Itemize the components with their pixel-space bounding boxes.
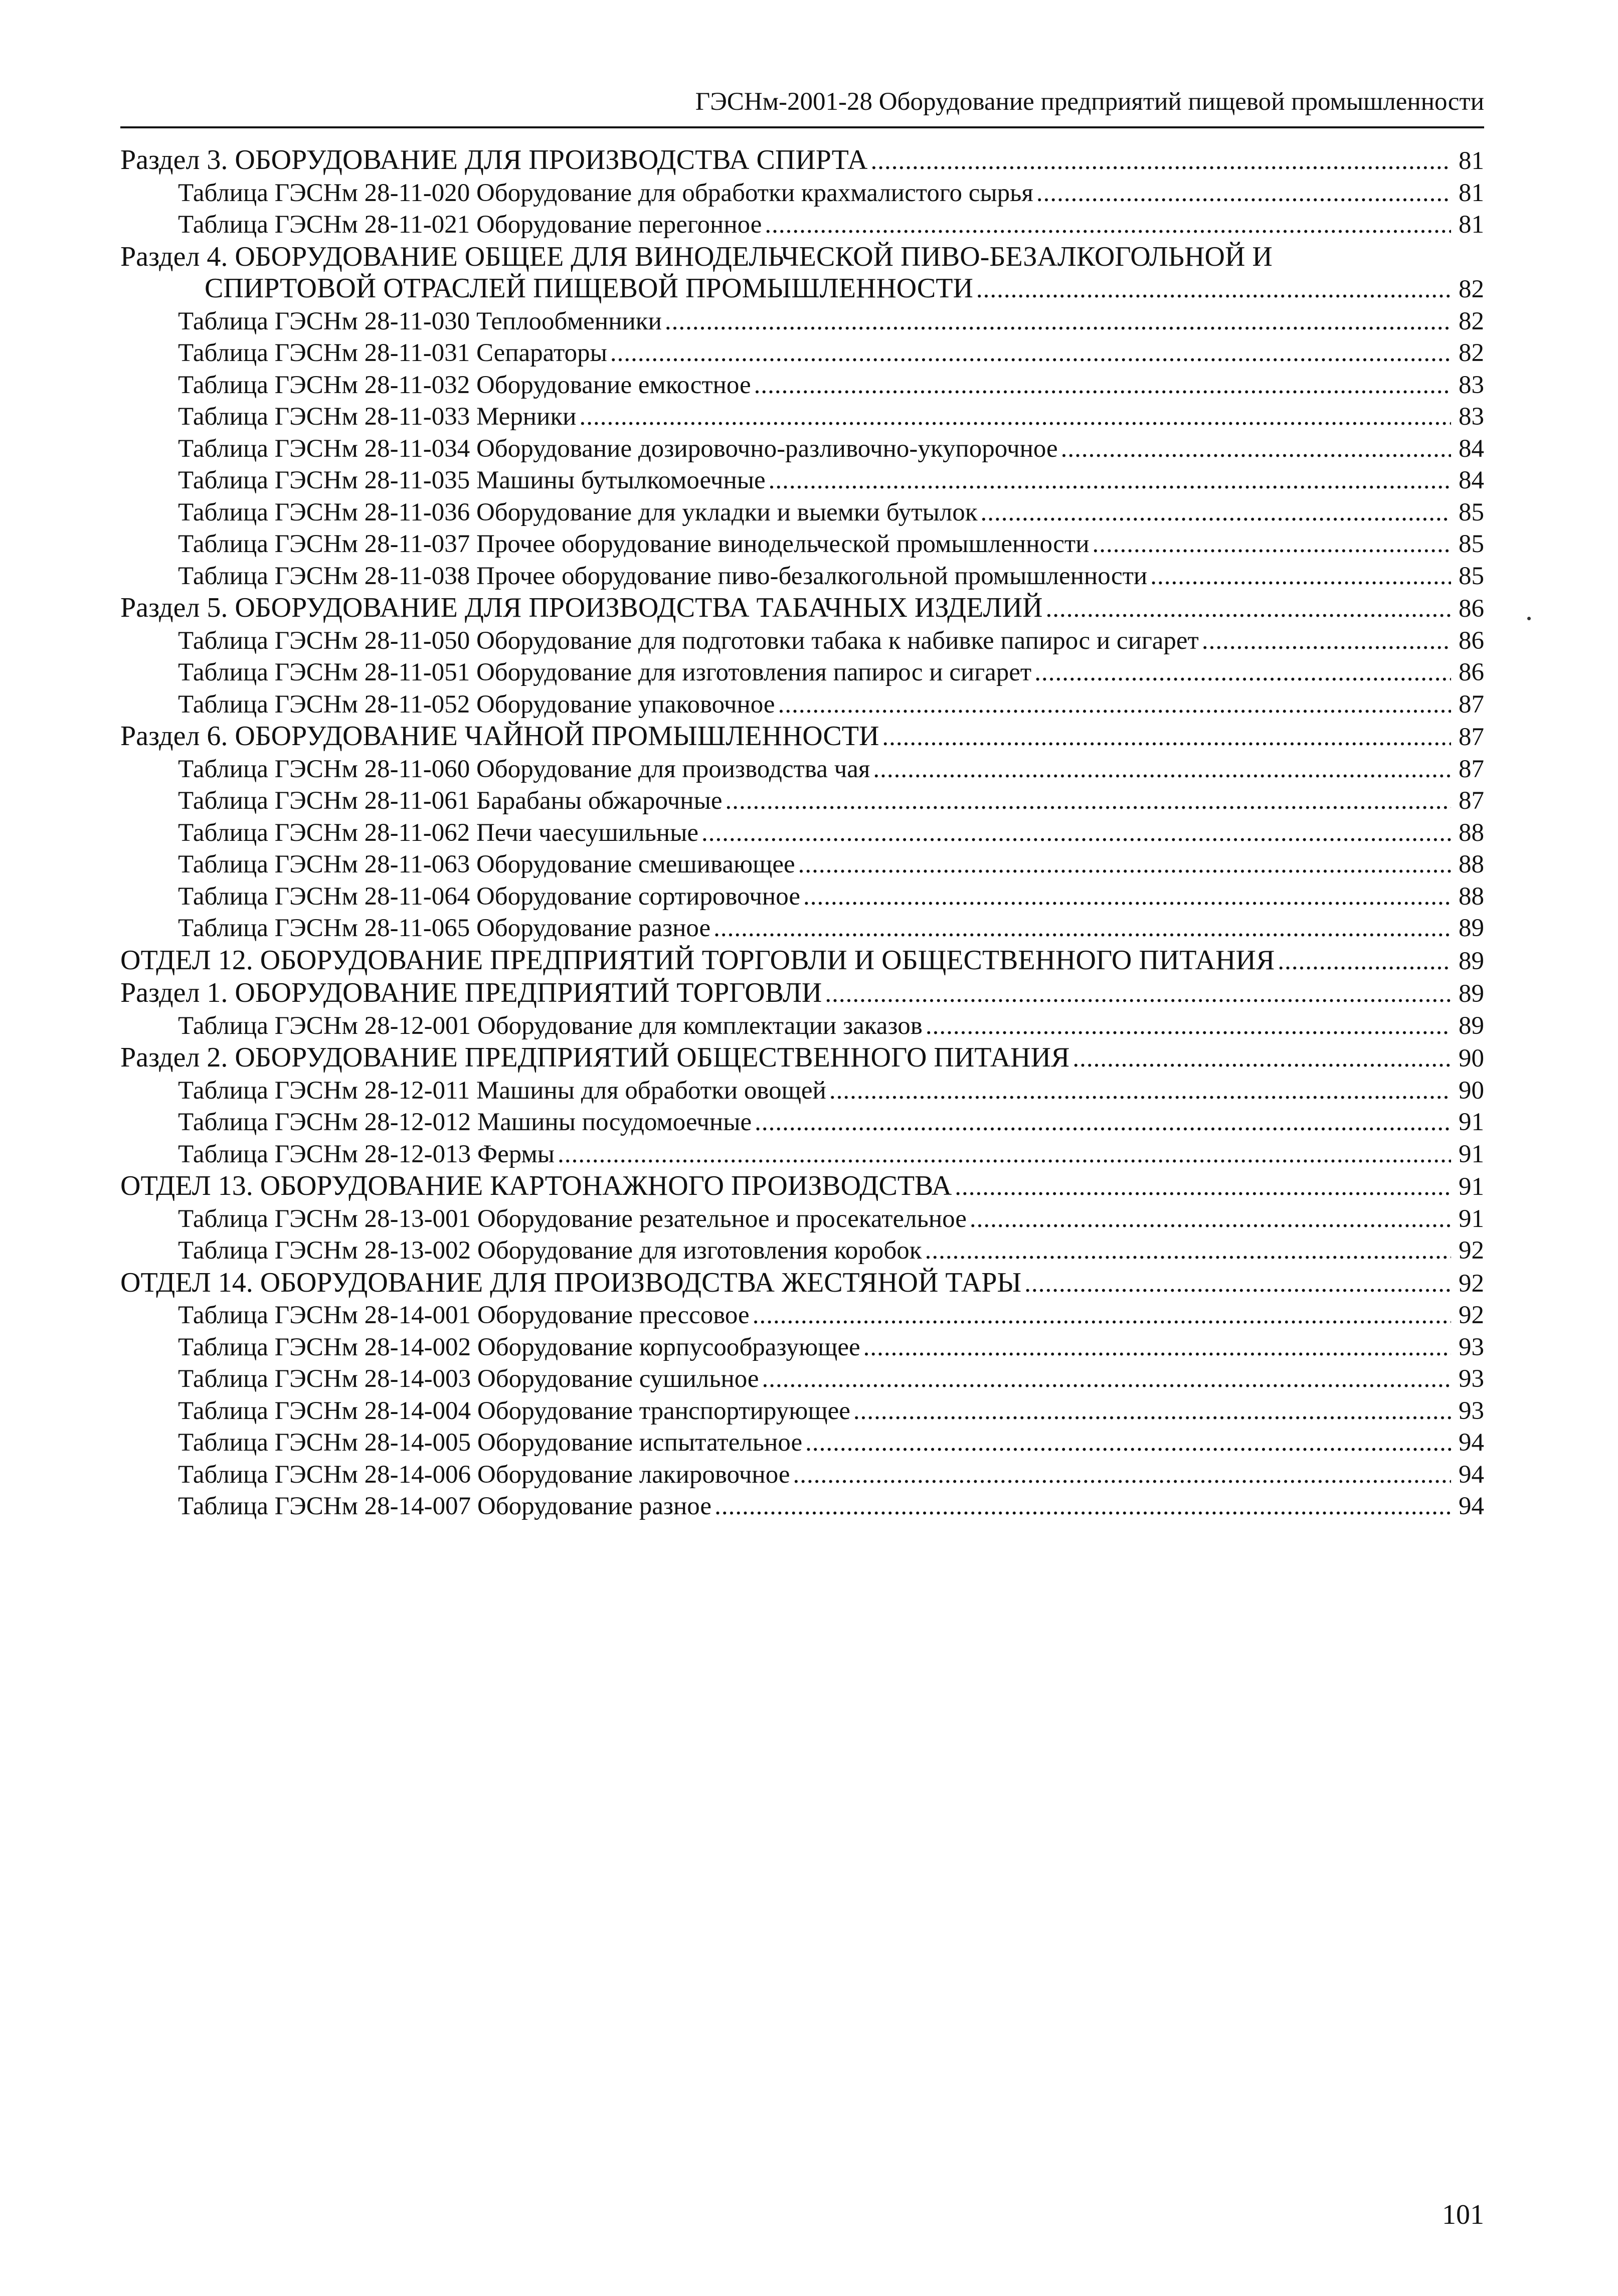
toc-entry-page: 83 — [1459, 403, 1484, 431]
dot-leader — [754, 370, 1451, 402]
toc-entry-title: Таблица ГЭСНм 28-11-021 Оборудование перегонное — [178, 211, 762, 239]
dot-leader — [863, 1332, 1451, 1364]
toc-entry-page: 94 — [1459, 1492, 1484, 1520]
dot-leader — [726, 785, 1452, 817]
dot-leader — [701, 817, 1451, 849]
toc-entry-table[interactable] — [120, 754, 1484, 786]
toc-entry-table[interactable] — [120, 1332, 1484, 1364]
toc-entry-table[interactable] — [120, 1363, 1484, 1395]
toc-entry-page: 81 — [1459, 147, 1484, 175]
toc-entry-page: 87 — [1459, 755, 1484, 783]
toc-entry-page: 82 — [1459, 275, 1484, 303]
toc-entry-title: Таблица ГЭСНм 28-11-065 Оборудование разное — [178, 914, 711, 942]
toc-entry-title: Раздел 2. ОБОРУДОВАНИЕ ПРЕДПРИЯТИЙ ОБЩЕСТВЕННОГО ПИТАНИЯ — [120, 1042, 1070, 1073]
toc-entry-table[interactable] — [120, 817, 1484, 849]
toc-entry-title: Таблица ГЭСНм 28-11-051 Оборудование для изготовления папирос и сигарет — [178, 658, 1032, 686]
toc-entry-title-continued: СПИРТОВОЙ ОТРАСЛЕЙ ПИЩЕВОЙ ПРОМЫШЛЕННОСТИ — [205, 273, 973, 304]
toc-entry-title: Таблица ГЭСНм 28-11-032 Оборудование емкостное — [178, 371, 751, 399]
toc-entry-table[interactable] — [120, 1139, 1484, 1171]
dot-leader — [870, 145, 1451, 178]
dot-leader — [1072, 1043, 1451, 1075]
dot-leader — [765, 209, 1451, 241]
toc-entry-page: 88 — [1459, 818, 1484, 847]
dot-leader — [976, 274, 1451, 306]
toc-entry-page: 89 — [1459, 947, 1484, 975]
toc-entry-title: Таблица ГЭСНм 28-13-001 Оборудование резательное и просекательное — [178, 1204, 967, 1233]
toc-entry-table[interactable] — [120, 465, 1484, 497]
dot-leader — [714, 1491, 1451, 1523]
toc-entry-table[interactable] — [120, 1203, 1484, 1235]
dot-leader — [1034, 657, 1451, 689]
toc-entry-section[interactable] — [120, 977, 1484, 1010]
dot-leader — [713, 913, 1451, 945]
toc-entry-page: 93 — [1459, 1333, 1484, 1361]
toc-entry-section[interactable] — [120, 721, 1484, 754]
dot-leader — [803, 881, 1451, 913]
dot-leader — [980, 497, 1451, 529]
running-header: ГЭСНм-2001-28 Оборудование предприятий пищевой промышленности — [695, 88, 1484, 116]
toc-entry-page: 86 — [1459, 626, 1484, 655]
toc-entry-page: 92 — [1459, 1269, 1484, 1298]
toc-entry-page: 83 — [1459, 371, 1484, 399]
dot-leader — [882, 722, 1451, 754]
toc-entry-title: Таблица ГЭСНм 28-11-037 Прочее оборудование винодельческой промышленности — [178, 530, 1090, 558]
dot-leader — [579, 401, 1451, 433]
toc-entry-page: 85 — [1459, 562, 1484, 590]
toc-entry-title: Раздел 1. ОБОРУДОВАНИЕ ПРЕДПРИЯТИЙ ТОРГОВЛИ — [120, 977, 822, 1008]
toc-entry-title: Таблица ГЭСНм 28-11-062 Печи чаесушильные — [178, 818, 698, 847]
dot-leader — [1061, 433, 1451, 465]
toc-entry-title: Таблица ГЭСНм 28-11-035 Машины бутылкомоечные — [178, 466, 766, 494]
toc-entry-page: 87 — [1459, 690, 1484, 719]
toc-entry-title: Таблица ГЭСНм 28-12-011 Машины для обработки овощей — [178, 1076, 826, 1105]
toc-entry-page: 87 — [1459, 787, 1484, 815]
toc-entry-department[interactable] — [120, 945, 1484, 978]
toc-entry-table[interactable] — [120, 1491, 1484, 1523]
toc-entry-table[interactable] — [120, 1459, 1484, 1491]
dot-leader — [825, 978, 1451, 1010]
toc-entry-page: 89 — [1459, 980, 1484, 1008]
toc-entry-table[interactable] — [120, 689, 1484, 721]
dot-leader — [926, 1010, 1451, 1042]
toc-entry-title: Таблица ГЭСНм 28-12-001 Оборудование для комплектации заказов — [178, 1011, 923, 1040]
dot-leader — [1202, 625, 1451, 657]
toc-entry-title: ОТДЕЛ 14. ОБОРУДОВАНИЕ ДЛЯ ПРОИЗВОДСТВА ЖЕСТЯНОЙ ТАРЫ — [120, 1267, 1022, 1298]
dot-leader — [1036, 178, 1451, 210]
toc-entry-table[interactable] — [120, 1010, 1484, 1042]
toc-entry-table[interactable] — [120, 657, 1484, 689]
toc-entry-title: Таблица ГЭСНм 28-13-002 Оборудование для изготовления коробок — [178, 1237, 922, 1265]
toc-entry-table[interactable] — [120, 209, 1484, 241]
dot-leader — [1046, 593, 1452, 625]
dot-leader — [793, 1459, 1452, 1491]
dot-leader — [753, 1300, 1451, 1332]
toc-entry-page: 91 — [1459, 1173, 1484, 1201]
dot-leader — [558, 1139, 1451, 1171]
toc-entry-title: Таблица ГЭСНм 28-14-002 Оборудование корпусообразующее — [178, 1333, 860, 1361]
toc-entry-table[interactable] — [120, 1300, 1484, 1332]
toc-entry-title: Таблица ГЭСНм 28-11-020 Оборудование для обработки крахмалистого сырья — [178, 179, 1033, 207]
toc-entry-title: Раздел 4. ОБОРУДОВАНИЕ ОБЩЕЕ ДЛЯ ВИНОДЕЛЬЧЕСКОЙ ПИВО-БЕЗАЛКОГОЛЬНОЙ И — [120, 241, 1273, 272]
toc-entry-page: 91 — [1459, 1204, 1484, 1233]
scan-speck — [1527, 617, 1531, 620]
toc-entry-department[interactable] — [120, 1267, 1484, 1300]
toc-entry-department[interactable] — [120, 1170, 1484, 1203]
toc-entry-title: Таблица ГЭСНм 28-11-060 Оборудование для производства чая — [178, 755, 870, 783]
toc-entry-table[interactable] — [120, 1395, 1484, 1428]
toc-entry-page: 86 — [1459, 658, 1484, 686]
toc-entry-table[interactable] — [120, 849, 1484, 881]
toc-entry-title: Таблица ГЭСНм 28-11-034 Оборудование дозировочно-разливочно-укупорочное — [178, 434, 1058, 463]
toc-entry-title: Таблица ГЭСНм 28-14-003 Оборудование сушильное — [178, 1365, 759, 1393]
dot-leader — [805, 1427, 1451, 1459]
toc-entry-page: 82 — [1459, 339, 1484, 367]
toc-entry-table[interactable] — [120, 528, 1484, 561]
toc-entry-table[interactable] — [120, 1075, 1484, 1107]
dot-leader — [1150, 561, 1451, 593]
header-rule — [120, 126, 1484, 128]
toc-entry-page: 94 — [1459, 1460, 1484, 1489]
toc-entry-title: Таблица ГЭСНм 28-12-012 Машины посудомоечные — [178, 1108, 752, 1136]
toc-entry-table[interactable] — [120, 433, 1484, 465]
toc-entry-table[interactable] — [120, 625, 1484, 657]
toc-entry-title: Таблица ГЭСНм 28-11-031 Сепараторы — [178, 339, 607, 367]
toc-entry-title: Таблица ГЭСНм 28-11-064 Оборудование сортировочное — [178, 882, 800, 911]
toc-entry-title: Таблица ГЭСНм 28-14-005 Оборудование испытательное — [178, 1429, 803, 1457]
dot-leader — [1024, 1268, 1451, 1300]
toc-entry-title: Таблица ГЭСНм 28-14-001 Оборудование прессовое — [178, 1301, 750, 1329]
toc-entry-title: Раздел 3. ОБОРУДОВАНИЕ ДЛЯ ПРОИЗВОДСТВА СПИРТА — [120, 144, 868, 175]
toc-entry-page: 89 — [1459, 1011, 1484, 1040]
toc-entry-page: 82 — [1459, 307, 1484, 335]
toc-entry-title: Таблица ГЭСНм 28-11-030 Теплообменники — [178, 307, 662, 335]
dot-leader — [665, 306, 1451, 338]
toc-entry-section[interactable] — [120, 144, 1484, 178]
toc-entry-title: Таблица ГЭСНм 28-11-061 Барабаны обжарочные — [178, 787, 723, 815]
dot-leader — [873, 754, 1451, 786]
toc-entry-title: Таблица ГЭСНм 28-11-036 Оборудование для укладки и выемки бутылок — [178, 498, 978, 526]
toc-entry-table[interactable] — [120, 881, 1484, 913]
toc-entry-title: Таблица ГЭСНм 28-11-052 Оборудование упаковочное — [178, 690, 775, 719]
toc-entry-title: Таблица ГЭСНм 28-14-004 Оборудование транспортирующее — [178, 1396, 850, 1425]
toc-entry-page: 91 — [1459, 1140, 1484, 1168]
toc-entry-table[interactable] — [120, 306, 1484, 338]
toc-entry-title: Таблица ГЭСНм 28-11-063 Оборудование смешивающее — [178, 850, 795, 878]
dot-leader — [755, 1107, 1451, 1139]
toc-entry-table[interactable] — [120, 1427, 1484, 1459]
table-of-contents — [120, 144, 1484, 1523]
toc-entry-section[interactable] — [120, 592, 1484, 625]
toc-entry-page: 93 — [1459, 1365, 1484, 1393]
toc-entry-table[interactable] — [120, 337, 1484, 370]
dot-leader — [798, 849, 1451, 881]
dot-leader — [970, 1203, 1451, 1235]
toc-entry-title: ОТДЕЛ 13. ОБОРУДОВАНИЕ КАРТОНАЖНОГО ПРОИЗВОДСТВА — [120, 1170, 952, 1201]
dot-leader — [778, 689, 1451, 721]
toc-entry-table[interactable] — [120, 1235, 1484, 1267]
dot-leader — [610, 337, 1451, 370]
toc-entry-page: 89 — [1459, 914, 1484, 942]
toc-entry-title: Таблица ГЭСНм 28-11-033 Мерники — [178, 403, 577, 431]
toc-entry-page: 94 — [1459, 1429, 1484, 1457]
toc-entry-title: Таблица ГЭСНм 28-14-007 Оборудование разное — [178, 1492, 712, 1520]
toc-entry-section-continued[interactable] — [120, 273, 1484, 306]
toc-entry-page: 84 — [1459, 466, 1484, 494]
toc-entry-page: 90 — [1459, 1044, 1484, 1073]
toc-entry-section[interactable] — [120, 1042, 1484, 1075]
dot-leader — [853, 1395, 1451, 1428]
toc-entry-page: 84 — [1459, 434, 1484, 463]
toc-entry-page: 86 — [1459, 595, 1484, 623]
toc-entry-table[interactable] — [120, 561, 1484, 593]
toc-entry-page: 93 — [1459, 1396, 1484, 1425]
toc-entry-page: 92 — [1459, 1301, 1484, 1329]
toc-entry-page: 90 — [1459, 1076, 1484, 1105]
dot-leader — [925, 1235, 1451, 1267]
toc-entry-table[interactable] — [120, 1107, 1484, 1139]
toc-entry-page: 87 — [1459, 723, 1484, 751]
dot-leader — [829, 1075, 1451, 1107]
toc-entry-table[interactable] — [120, 370, 1484, 402]
toc-entry-title: Раздел 5. ОБОРУДОВАНИЕ ДЛЯ ПРОИЗВОДСТВА ТАБАЧНЫХ ИЗДЕЛИЙ — [120, 592, 1043, 623]
toc-entry-title: Таблица ГЭСНм 28-11-050 Оборудование для подготовки табака к набивке папирос и сигарет — [178, 626, 1199, 655]
toc-entry-page: 81 — [1459, 211, 1484, 239]
toc-entry-table[interactable] — [120, 913, 1484, 945]
dot-leader — [1278, 946, 1451, 978]
toc-entry-title: Таблица ГЭСНм 28-12-013 Фермы — [178, 1140, 555, 1168]
dot-leader — [955, 1171, 1451, 1203]
toc-entry-page: 88 — [1459, 850, 1484, 878]
toc-entry-page: 91 — [1459, 1108, 1484, 1136]
toc-entry-title: Раздел 6. ОБОРУДОВАНИЕ ЧАЙНОЙ ПРОМЫШЛЕННОСТИ — [120, 721, 879, 752]
toc-entry-title: Таблица ГЭСНм 28-11-038 Прочее оборудование пиво-безалкогольной промышленности — [178, 562, 1148, 590]
toc-entry-title: Таблица ГЭСНм 28-14-006 Оборудование лакировочное — [178, 1460, 790, 1489]
toc-entry-table[interactable] — [120, 401, 1484, 433]
toc-entry-table[interactable] — [120, 785, 1484, 817]
toc-entry-page: 85 — [1459, 530, 1484, 558]
toc-entry-title: ОТДЕЛ 12. ОБОРУДОВАНИЕ ПРЕДПРИЯТИЙ ТОРГОВЛИ И ОБЩЕСТВЕННОГО ПИТАНИЯ — [120, 944, 1275, 976]
toc-entry-table[interactable] — [120, 178, 1484, 210]
page-number: 101 — [1442, 2199, 1484, 2230]
dot-leader — [1093, 528, 1452, 561]
toc-entry-page: 88 — [1459, 882, 1484, 911]
toc-entry-section[interactable] — [120, 241, 1484, 273]
toc-entry-page: 85 — [1459, 498, 1484, 526]
toc-entry-table[interactable] — [120, 497, 1484, 529]
toc-entry-page: 92 — [1459, 1237, 1484, 1265]
dot-leader — [762, 1363, 1451, 1395]
dot-leader — [769, 465, 1451, 497]
toc-entry-page: 81 — [1459, 179, 1484, 207]
